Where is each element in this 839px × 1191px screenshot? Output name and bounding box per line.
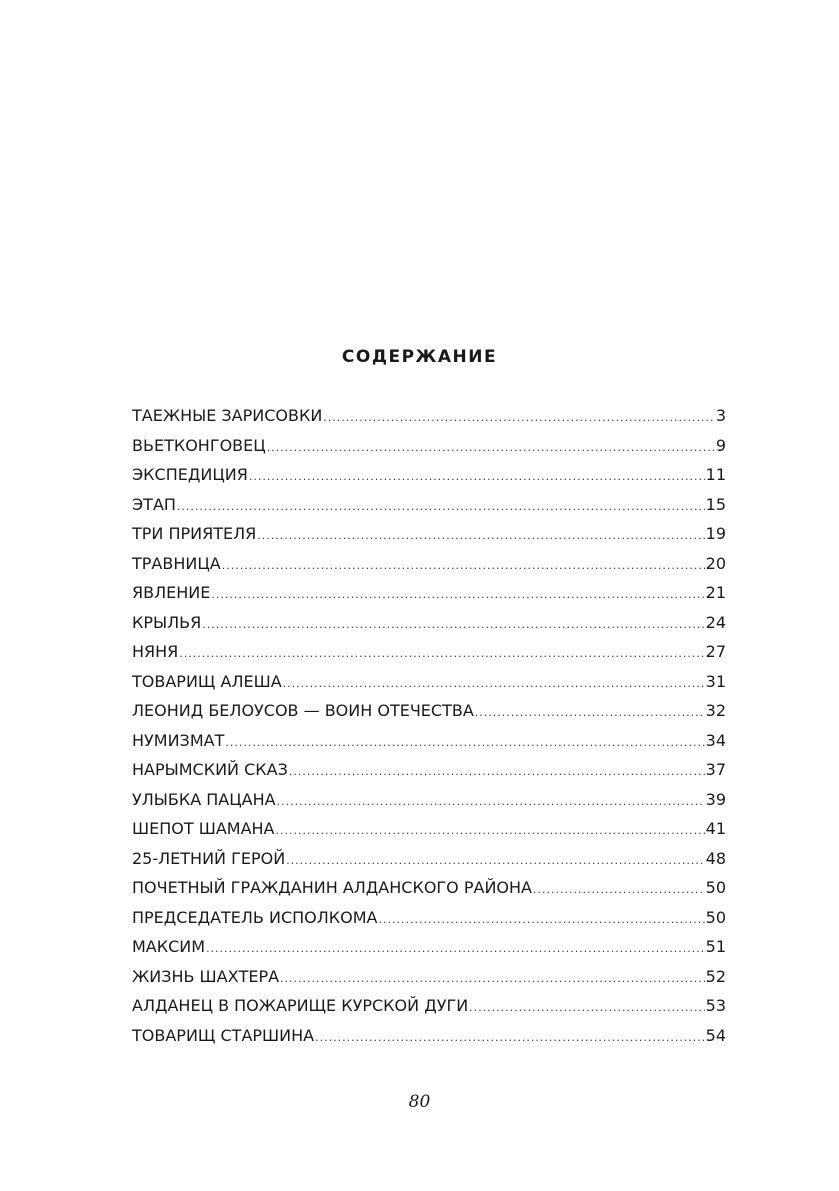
toc-entry	[132, 578, 726, 608]
toc-entry-page: 51	[705, 937, 726, 956]
toc-entry	[132, 460, 726, 490]
toc-entry-title: ТАЕЖНЫЕ ЗАРИСОВКИ	[132, 406, 323, 425]
toc-dot-leader	[225, 728, 704, 758]
table-of-contents	[132, 401, 726, 1050]
toc-dot-leader	[179, 639, 704, 669]
toc-entry-page: 53	[705, 996, 726, 1015]
toc-dot-leader	[379, 905, 705, 935]
toc-entry-title: ЭТАП	[132, 494, 176, 514]
toc-dot-leader	[315, 1023, 705, 1053]
page-number: 80	[408, 1092, 431, 1112]
toc-entry-page: 9	[715, 435, 726, 455]
toc-entry-page: 50	[705, 878, 726, 897]
toc-entry	[132, 903, 726, 933]
toc-entry-page: 34	[705, 730, 726, 750]
toc-entry-title: ШЕПОТ ШАМАНА	[132, 819, 275, 838]
toc-entry-title: МАКСИМ	[132, 937, 206, 956]
toc-entry	[132, 490, 726, 520]
toc-entry-page: 52	[705, 966, 726, 986]
toc-entry-title: ПОЧЕТНЫЙ ГРАЖДАНИН АЛДАНСКОГО РАЙОНА	[132, 878, 532, 897]
toc-entry-title: ЭКСПЕДИЦИЯ	[132, 465, 248, 484]
toc-entry-page: 32	[705, 701, 726, 720]
toc-dot-leader	[257, 521, 704, 551]
toc-entry-page: 50	[705, 907, 726, 927]
toc-entry	[132, 696, 726, 726]
toc-dot-leader	[323, 403, 715, 433]
toc-entry-page: 41	[705, 819, 726, 838]
toc-dot-leader	[177, 492, 705, 522]
toc-entry	[132, 667, 726, 697]
toc-entry-page: 21	[705, 583, 726, 602]
toc-entry-title: 25-ЛЕТНИЙ ГЕРОЙ	[132, 848, 286, 868]
toc-entry-page: 48	[705, 848, 726, 868]
toc-entry	[132, 814, 726, 844]
toc-entry-page: 11	[705, 465, 726, 484]
toc-dot-leader	[289, 757, 705, 787]
toc-entry	[132, 401, 726, 431]
toc-entry-title: ЯВЛЕНИЕ	[132, 583, 211, 602]
toc-dot-leader	[222, 551, 705, 581]
toc-dot-leader	[211, 580, 704, 610]
toc-dot-leader	[277, 787, 705, 817]
toc-entry	[132, 637, 726, 667]
toc-entry-title: ЖИЗНЬ ШАХТЕРА	[132, 966, 280, 986]
toc-entry-page: 37	[705, 760, 726, 779]
toc-entry	[132, 932, 726, 962]
toc-entry-title: АЛДАНЕЦ В ПОЖАРИЩЕ КУРСКОЙ ДУГИ	[132, 996, 469, 1015]
toc-dot-leader	[286, 846, 704, 876]
toc-dot-leader	[283, 669, 705, 699]
toc-entry-page: 39	[705, 789, 726, 809]
toc-entry	[132, 755, 726, 785]
toc-entry	[132, 844, 726, 874]
toc-dot-leader	[275, 816, 704, 846]
toc-entry-page: 54	[705, 1025, 726, 1045]
toc-entry-page: 19	[705, 524, 726, 543]
toc-entry-title: НУМИЗМАТ	[132, 730, 225, 750]
toc-entry-title: ТОВАРИЩ СТАРШИНА	[132, 1025, 315, 1045]
toc-entry-page: 20	[705, 553, 726, 573]
toc-dot-leader	[469, 993, 704, 1023]
toc-entry	[132, 519, 726, 549]
toc-entry-title: ПРЕДСЕДАТЕЛЬ ИСПОЛКОМА	[132, 907, 378, 927]
toc-entry	[132, 873, 726, 903]
toc-entry	[132, 608, 726, 638]
toc-entry-title: ТРИ ПРИЯТЕЛЯ	[132, 524, 257, 543]
toc-entry-title: ТОВАРИЩ АЛЕША	[132, 671, 282, 691]
toc-entry-page: 24	[705, 612, 726, 632]
toc-dot-leader	[533, 875, 705, 905]
toc-dot-leader	[202, 610, 704, 640]
toc-entry-title: КРЫЛЬЯ	[132, 612, 202, 632]
toc-entry-page: 31	[705, 671, 726, 691]
toc-entry-title: НЯНЯ	[132, 642, 179, 661]
toc-dot-leader	[249, 462, 705, 492]
page-title: СОДЕРЖАНИЕ	[341, 347, 498, 367]
toc-dot-leader	[475, 698, 705, 728]
toc-entry	[132, 1021, 726, 1051]
toc-dot-leader	[267, 433, 715, 463]
toc-entry-title: УЛЫБКА ПАЦАНА	[132, 789, 276, 809]
toc-entry	[132, 549, 726, 579]
toc-entry	[132, 962, 726, 992]
toc-entry-page: 15	[705, 494, 726, 514]
toc-entry-page: 3	[715, 406, 726, 425]
toc-dot-leader	[280, 964, 705, 994]
toc-entry	[132, 431, 726, 461]
toc-entry-title: НАРЫМСКИЙ СКАЗ	[132, 760, 288, 779]
toc-entry	[132, 785, 726, 815]
toc-entry	[132, 991, 726, 1021]
toc-entry-title: ВЬЕТКОНГОВЕЦ	[132, 435, 266, 455]
toc-entry-page: 27	[705, 642, 726, 661]
toc-entry-title: ТРАВНИЦА	[132, 553, 221, 573]
toc-entry	[132, 726, 726, 756]
toc-dot-leader	[206, 934, 705, 964]
toc-entry-title: ЛЕОНИД БЕЛОУСОВ — ВОИН ОТЕЧЕСТВА	[132, 701, 474, 720]
